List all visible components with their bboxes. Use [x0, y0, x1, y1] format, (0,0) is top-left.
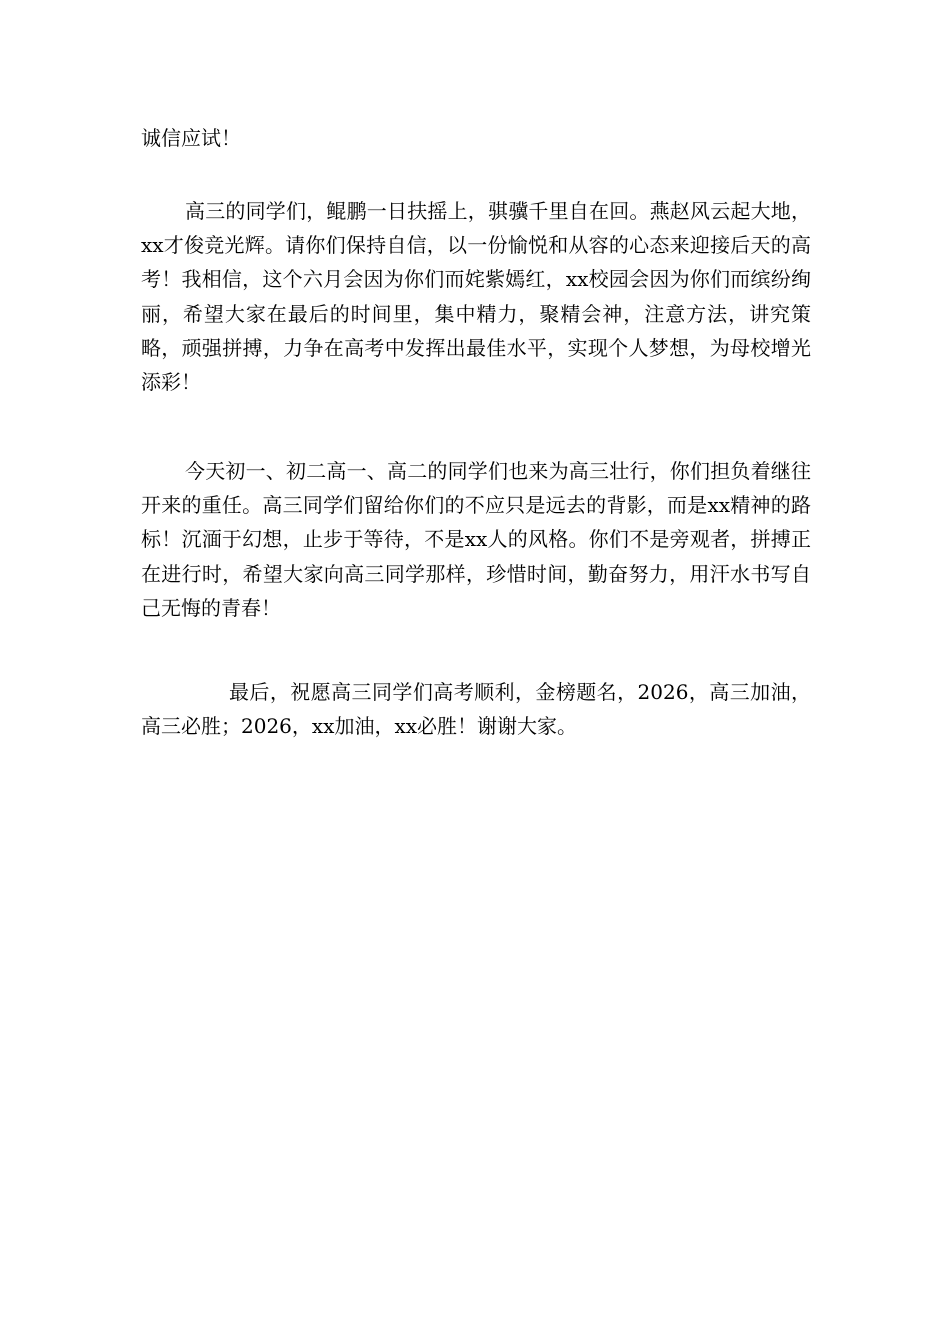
- paragraph-final-wishes: 最后，祝愿高三同学们高考顺利，金榜题名，2026，高三加油，高三必胜；2026，xx加油，xx必胜！谢谢大家。: [141, 680, 811, 739]
- paragraph-senior-students: 高三的同学们，鲲鹏一日扶摇上，骐骥千里自在回。燕赵风云起大地，xx才俊竞光辉。请你们保持自信，以一份愉悦和从容的心态来迎接后天的高考！我相信，这个六月会因为你们而姹紫嫣红，xx校园会因为你们而缤纷绚丽，希望大家在最后的时间里，集中精力，聚精会神，注意方法，讲究策略，顽强拼搏，力争在高考中发挥出最佳水平，实现个人梦想，为母校增光添彩！: [141, 199, 811, 395]
- paragraph-junior-students: 今天初一、初二高一、高二的同学们也来为高三壮行，你们担负着继往开来的重任。高三同学们留给你们的不应只是远去的背影，而是xx精神的路标！沉湎于幻想，止步于等待，不是xx人的风格。你们不是旁观者，拼搏正在进行时，希望大家向高三同学那样，珍惜时间，勤奋努力，用汗水书写自己无悔的青春！: [141, 459, 811, 620]
- paragraph-closing-line: 诚信应试！: [141, 126, 241, 150]
